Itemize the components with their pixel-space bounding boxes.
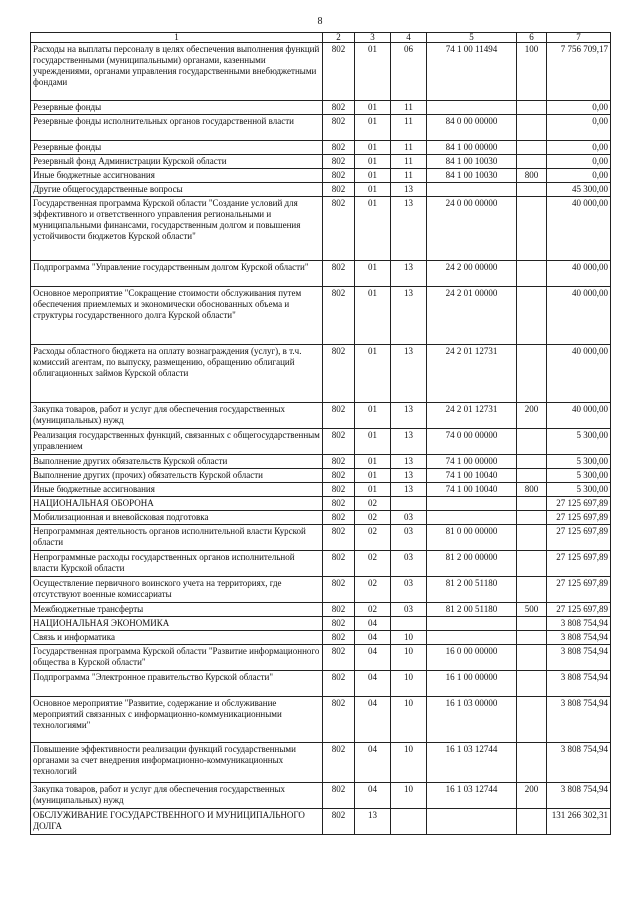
row-name-cell: Непрограммная деятельность органов исполнительной власти Курской области <box>31 525 323 551</box>
row-name-cell: Резервные фонды исполнительных органов государственной власти <box>31 115 323 141</box>
row-section-cell: 01 <box>355 469 391 483</box>
row-section-cell: 01 <box>355 261 391 287</box>
row-admin-code-cell: 802 <box>323 429 355 455</box>
row-target-article-cell: 74 1 00 11494 <box>427 43 517 101</box>
row-target-article-cell: 24 2 01 12731 <box>427 403 517 429</box>
row-admin-code-cell: 802 <box>323 169 355 183</box>
row-subsection-cell: 11 <box>391 169 427 183</box>
row-amount-cell: 3 808 754,94 <box>547 697 611 743</box>
row-expense-type-cell: 500 <box>517 603 547 617</box>
row-amount-cell: 7 756 709,17 <box>547 43 611 101</box>
row-target-article-cell: 84 1 00 10030 <box>427 169 517 183</box>
row-admin-code-cell: 802 <box>323 511 355 525</box>
table-row <box>31 155 611 169</box>
table-row <box>31 469 611 483</box>
row-subsection-cell: 10 <box>391 631 427 645</box>
row-subsection-cell: 03 <box>391 551 427 577</box>
row-section-cell: 04 <box>355 645 391 671</box>
row-section-cell: 04 <box>355 617 391 631</box>
row-expense-type-cell: 200 <box>517 783 547 809</box>
row-name-cell: Повышение эффективности реализации функций государственными органами за счет внедрения информационно-коммуникационных технологий <box>31 743 323 783</box>
row-admin-code-cell: 802 <box>323 261 355 287</box>
row-section-cell: 02 <box>355 551 391 577</box>
row-admin-code-cell: 802 <box>323 43 355 101</box>
row-target-article-cell <box>427 183 517 197</box>
header-cell: 1 <box>31 33 323 43</box>
row-admin-code-cell: 802 <box>323 455 355 469</box>
row-target-article-cell <box>427 809 517 835</box>
row-admin-code-cell: 802 <box>323 645 355 671</box>
row-subsection-cell <box>391 809 427 835</box>
row-subsection-cell: 03 <box>391 603 427 617</box>
row-name-cell: НАЦИОНАЛЬНАЯ ЭКОНОМИКА <box>31 617 323 631</box>
row-admin-code-cell: 802 <box>323 631 355 645</box>
row-amount-cell: 0,00 <box>547 169 611 183</box>
table-row <box>31 577 611 603</box>
table-row <box>31 287 611 345</box>
row-expense-type-cell <box>517 743 547 783</box>
header-cell: 4 <box>391 33 427 43</box>
row-subsection-cell: 10 <box>391 645 427 671</box>
row-expense-type-cell <box>517 617 547 631</box>
table-row <box>31 197 611 261</box>
row-expense-type-cell <box>517 115 547 141</box>
row-name-cell: Непрограммные расходы государственных органов исполнительной власти Курской области <box>31 551 323 577</box>
row-expense-type-cell <box>517 511 547 525</box>
row-subsection-cell: 13 <box>391 197 427 261</box>
row-section-cell: 01 <box>355 183 391 197</box>
table-row <box>31 783 611 809</box>
row-amount-cell: 3 808 754,94 <box>547 743 611 783</box>
row-admin-code-cell: 802 <box>323 101 355 115</box>
row-target-article-cell <box>427 617 517 631</box>
table-row <box>31 115 611 141</box>
row-admin-code-cell: 802 <box>323 671 355 697</box>
row-admin-code-cell: 802 <box>323 497 355 511</box>
row-subsection-cell: 11 <box>391 155 427 169</box>
row-name-cell: Иные бюджетные ассигнования <box>31 483 323 497</box>
row-target-article-cell: 16 1 00 00000 <box>427 671 517 697</box>
row-amount-cell: 5 300,00 <box>547 469 611 483</box>
row-expense-type-cell <box>517 197 547 261</box>
row-section-cell: 02 <box>355 525 391 551</box>
row-section-cell: 01 <box>355 155 391 169</box>
table-row <box>31 743 611 783</box>
row-amount-cell: 0,00 <box>547 155 611 169</box>
row-section-cell: 13 <box>355 809 391 835</box>
row-name-cell: Связь и информатика <box>31 631 323 645</box>
row-amount-cell: 40 000,00 <box>547 287 611 345</box>
table-row <box>31 345 611 403</box>
row-amount-cell: 40 000,00 <box>547 197 611 261</box>
row-section-cell: 01 <box>355 429 391 455</box>
row-amount-cell: 3 808 754,94 <box>547 631 611 645</box>
table-row <box>31 183 611 197</box>
row-subsection-cell: 06 <box>391 43 427 101</box>
row-amount-cell: 3 808 754,94 <box>547 645 611 671</box>
row-amount-cell: 0,00 <box>547 141 611 155</box>
row-expense-type-cell: 800 <box>517 483 547 497</box>
row-section-cell: 04 <box>355 743 391 783</box>
row-subsection-cell: 13 <box>391 287 427 345</box>
row-amount-cell: 0,00 <box>547 115 611 141</box>
row-target-article-cell: 16 1 03 12744 <box>427 783 517 809</box>
row-subsection-cell: 03 <box>391 525 427 551</box>
row-target-article-cell: 24 2 01 00000 <box>427 287 517 345</box>
row-target-article-cell: 74 1 00 10040 <box>427 469 517 483</box>
row-section-cell: 02 <box>355 511 391 525</box>
row-subsection-cell: 13 <box>391 469 427 483</box>
row-name-cell: Иные бюджетные ассигнования <box>31 169 323 183</box>
row-subsection-cell: 10 <box>391 697 427 743</box>
row-expense-type-cell <box>517 455 547 469</box>
row-section-cell: 01 <box>355 101 391 115</box>
row-expense-type-cell <box>517 345 547 403</box>
row-name-cell: Выполнение других обязательств Курской области <box>31 455 323 469</box>
table-row <box>31 631 611 645</box>
row-amount-cell: 3 808 754,94 <box>547 671 611 697</box>
row-amount-cell: 27 125 697,89 <box>547 511 611 525</box>
row-section-cell: 01 <box>355 287 391 345</box>
row-target-article-cell: 81 2 00 51180 <box>427 577 517 603</box>
row-name-cell: Закупка товаров, работ и услуг для обеспечения государственных (муниципальных) нужд <box>31 403 323 429</box>
row-admin-code-cell: 802 <box>323 469 355 483</box>
row-admin-code-cell: 802 <box>323 743 355 783</box>
row-target-article-cell: 16 1 03 00000 <box>427 697 517 743</box>
table-row <box>31 697 611 743</box>
row-amount-cell: 3 808 754,94 <box>547 783 611 809</box>
row-admin-code-cell: 802 <box>323 525 355 551</box>
row-section-cell: 01 <box>355 43 391 101</box>
table-row <box>31 101 611 115</box>
row-admin-code-cell: 802 <box>323 551 355 577</box>
row-expense-type-cell <box>517 497 547 511</box>
row-target-article-cell: 74 1 00 10040 <box>427 483 517 497</box>
row-target-article-cell: 84 1 00 10030 <box>427 155 517 169</box>
row-section-cell: 01 <box>355 141 391 155</box>
row-subsection-cell: 13 <box>391 261 427 287</box>
row-name-cell: Межбюджетные трансферты <box>31 603 323 617</box>
row-section-cell: 02 <box>355 497 391 511</box>
row-subsection-cell: 13 <box>391 403 427 429</box>
row-amount-cell: 5 300,00 <box>547 483 611 497</box>
row-section-cell: 01 <box>355 455 391 469</box>
row-name-cell: Резервные фонды <box>31 141 323 155</box>
row-amount-cell: 27 125 697,89 <box>547 603 611 617</box>
table-row <box>31 43 611 101</box>
row-admin-code-cell: 802 <box>323 603 355 617</box>
row-subsection-cell: 03 <box>391 577 427 603</box>
row-expense-type-cell: 800 <box>517 169 547 183</box>
row-name-cell: Подпрограмма "Электронное правительство Курской области" <box>31 671 323 697</box>
row-name-cell: Выполнение других (прочих) обязательств Курской области <box>31 469 323 483</box>
row-name-cell: НАЦИОНАЛЬНАЯ ОБОРОНА <box>31 497 323 511</box>
row-admin-code-cell: 802 <box>323 115 355 141</box>
row-amount-cell: 5 300,00 <box>547 429 611 455</box>
row-target-article-cell: 16 1 03 12744 <box>427 743 517 783</box>
row-name-cell: Другие общегосударственные вопросы <box>31 183 323 197</box>
row-name-cell: Расходы на выплаты персоналу в целях обеспечения выполнения функций государственными (муниципальными) органами, казенными учреждениями, органами управления государственными внебюджетными фондами <box>31 43 323 101</box>
row-amount-cell: 5 300,00 <box>547 455 611 469</box>
row-admin-code-cell: 802 <box>323 141 355 155</box>
header-cell: 7 <box>547 33 611 43</box>
table-row <box>31 403 611 429</box>
row-amount-cell: 27 125 697,89 <box>547 577 611 603</box>
row-amount-cell: 27 125 697,89 <box>547 551 611 577</box>
row-subsection-cell: 13 <box>391 183 427 197</box>
row-amount-cell: 40 000,00 <box>547 403 611 429</box>
table-row <box>31 261 611 287</box>
row-expense-type-cell <box>517 101 547 115</box>
row-expense-type-cell <box>517 525 547 551</box>
row-amount-cell: 131 266 302,31 <box>547 809 611 835</box>
row-expense-type-cell <box>517 577 547 603</box>
row-section-cell: 01 <box>355 115 391 141</box>
row-expense-type-cell <box>517 469 547 483</box>
row-section-cell: 04 <box>355 697 391 743</box>
row-target-article-cell: 84 0 00 00000 <box>427 115 517 141</box>
table-row <box>31 497 611 511</box>
row-name-cell: Резервные фонды <box>31 101 323 115</box>
table-row <box>31 141 611 155</box>
row-section-cell: 04 <box>355 631 391 645</box>
row-section-cell: 01 <box>355 169 391 183</box>
table-row <box>31 671 611 697</box>
row-name-cell: Государственная программа Курской области "Развитие информационного общества в Курской области" <box>31 645 323 671</box>
row-subsection-cell: 11 <box>391 115 427 141</box>
row-name-cell: Государственная программа Курской области "Создание условий для эффективного и ответственного управления региональными и муниципальными финансами, государственным долгом и повышения устойчивости бюджетов Курской области" <box>31 197 323 261</box>
row-target-article-cell <box>427 497 517 511</box>
table-row <box>31 603 611 617</box>
row-target-article-cell: 81 2 00 51180 <box>427 603 517 617</box>
table-row <box>31 455 611 469</box>
row-expense-type-cell <box>517 261 547 287</box>
row-expense-type-cell <box>517 645 547 671</box>
row-subsection-cell: 13 <box>391 345 427 403</box>
row-target-article-cell: 84 1 00 00000 <box>427 141 517 155</box>
row-subsection-cell: 11 <box>391 101 427 115</box>
row-subsection-cell: 10 <box>391 743 427 783</box>
row-admin-code-cell: 802 <box>323 155 355 169</box>
row-section-cell: 01 <box>355 345 391 403</box>
row-target-article-cell: 74 1 00 00000 <box>427 455 517 469</box>
row-expense-type-cell <box>517 141 547 155</box>
row-target-article-cell: 24 2 00 00000 <box>427 261 517 287</box>
row-admin-code-cell: 802 <box>323 403 355 429</box>
header-cell: 5 <box>427 33 517 43</box>
row-admin-code-cell: 802 <box>323 197 355 261</box>
header-cell: 3 <box>355 33 391 43</box>
table-row <box>31 525 611 551</box>
row-target-article-cell: 24 2 01 12731 <box>427 345 517 403</box>
row-subsection-cell: 13 <box>391 483 427 497</box>
row-subsection-cell: 10 <box>391 783 427 809</box>
row-admin-code-cell: 802 <box>323 617 355 631</box>
row-section-cell: 01 <box>355 403 391 429</box>
table-row <box>31 645 611 671</box>
row-amount-cell: 27 125 697,89 <box>547 525 611 551</box>
row-name-cell: Осуществление первичного воинского учета на территориях, где отсутствуют военные комиссариаты <box>31 577 323 603</box>
row-subsection-cell: 03 <box>391 511 427 525</box>
row-admin-code-cell: 802 <box>323 483 355 497</box>
table-row <box>31 551 611 577</box>
row-section-cell: 02 <box>355 577 391 603</box>
row-section-cell: 04 <box>355 783 391 809</box>
table-header-row <box>31 33 611 43</box>
row-expense-type-cell <box>517 183 547 197</box>
row-target-article-cell <box>427 511 517 525</box>
table-row <box>31 169 611 183</box>
row-target-article-cell: 74 0 00 00000 <box>427 429 517 455</box>
row-section-cell: 01 <box>355 197 391 261</box>
table-row <box>31 617 611 631</box>
row-target-article-cell <box>427 101 517 115</box>
row-admin-code-cell: 802 <box>323 287 355 345</box>
row-admin-code-cell: 802 <box>323 783 355 809</box>
row-subsection-cell: 13 <box>391 429 427 455</box>
row-expense-type-cell <box>517 429 547 455</box>
row-amount-cell: 27 125 697,89 <box>547 497 611 511</box>
row-target-article-cell: 24 0 00 00000 <box>427 197 517 261</box>
row-section-cell: 02 <box>355 603 391 617</box>
row-amount-cell: 40 000,00 <box>547 261 611 287</box>
row-admin-code-cell: 802 <box>323 809 355 835</box>
header-cell: 2 <box>323 33 355 43</box>
row-target-article-cell: 81 2 00 00000 <box>427 551 517 577</box>
row-subsection-cell: 10 <box>391 671 427 697</box>
row-name-cell: Реализация государственных функций, связанных с общегосударственным управлением <box>31 429 323 455</box>
row-subsection-cell: 11 <box>391 141 427 155</box>
table-row <box>31 429 611 455</box>
row-name-cell: ОБСЛУЖИВАНИЕ ГОСУДАРСТВЕННОГО И МУНИЦИПАЛЬНОГО ДОЛГА <box>31 809 323 835</box>
row-expense-type-cell: 200 <box>517 403 547 429</box>
row-expense-type-cell <box>517 697 547 743</box>
row-expense-type-cell: 100 <box>517 43 547 101</box>
row-admin-code-cell: 802 <box>323 697 355 743</box>
row-section-cell: 01 <box>355 483 391 497</box>
row-admin-code-cell: 802 <box>323 183 355 197</box>
row-name-cell: Основное мероприятие "Сокращение стоимости обслуживания путем обеспечения приемлемых и экономически обоснованных объема и структуры государственного долга Курской области" <box>31 287 323 345</box>
row-amount-cell: 0,00 <box>547 101 611 115</box>
table-row <box>31 809 611 835</box>
table-row <box>31 483 611 497</box>
row-target-article-cell <box>427 631 517 645</box>
row-name-cell: Расходы областного бюджета на оплату вознаграждения (услуг), в т.ч. комиссий агентам, по выпуску, размещению, обращению облигаций облигационных займов Курской области <box>31 345 323 403</box>
row-name-cell: Основное мероприятие "Развитие, содержание и обслуживание мероприятий связанных с информационно-коммуникационными технологиями" <box>31 697 323 743</box>
row-name-cell: Подпрограмма "Управление государственным долгом Курской области" <box>31 261 323 287</box>
row-name-cell: Закупка товаров, работ и услуг для обеспечения государственных (муниципальных) нужд <box>31 783 323 809</box>
row-admin-code-cell: 802 <box>323 345 355 403</box>
row-subsection-cell <box>391 617 427 631</box>
row-expense-type-cell <box>517 631 547 645</box>
row-expense-type-cell <box>517 809 547 835</box>
row-subsection-cell <box>391 497 427 511</box>
row-amount-cell: 40 000,00 <box>547 345 611 403</box>
row-name-cell: Резервный фонд Администрации Курской области <box>31 155 323 169</box>
row-amount-cell: 3 808 754,94 <box>547 617 611 631</box>
row-expense-type-cell <box>517 551 547 577</box>
row-subsection-cell: 13 <box>391 455 427 469</box>
row-admin-code-cell: 802 <box>323 577 355 603</box>
table-row <box>31 511 611 525</box>
row-target-article-cell: 16 0 00 00000 <box>427 645 517 671</box>
row-expense-type-cell <box>517 287 547 345</box>
row-section-cell: 04 <box>355 671 391 697</box>
page-number: 8 <box>317 16 323 27</box>
budget-table <box>30 32 611 835</box>
row-target-article-cell: 81 0 00 00000 <box>427 525 517 551</box>
header-cell: 6 <box>517 33 547 43</box>
row-name-cell: Мобилизационная и вневойсковая подготовка <box>31 511 323 525</box>
row-amount-cell: 45 300,00 <box>547 183 611 197</box>
row-expense-type-cell <box>517 671 547 697</box>
row-expense-type-cell <box>517 155 547 169</box>
